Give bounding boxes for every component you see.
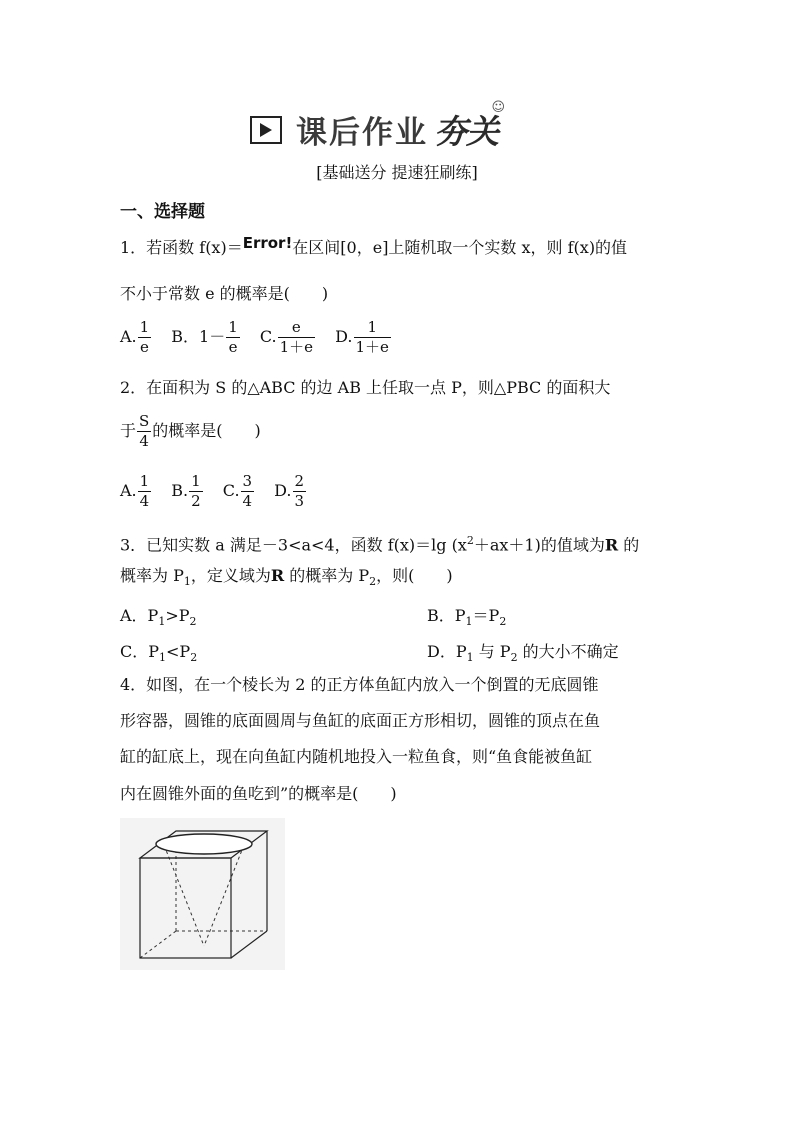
- question-4-line-2: 形容器，圆锥的底面圆周与鱼缸的底面正方形相切，圆锥的顶点在鱼: [120, 711, 601, 730]
- option-b: B．1－ $\frac{1}{e}$: [171, 318, 238, 356]
- question-1-line-2: 不小于常数 e 的概率是( ): [120, 284, 329, 303]
- question-4-line-1: 4．如图，在一个棱长为 2 的正方体鱼缸内放入一个倒置的无底圆锥: [120, 675, 599, 694]
- question-4-line-4: 内在圆锥外面的鱼吃到”的概率是( ): [120, 784, 397, 803]
- cone-base-ellipse: [156, 834, 252, 854]
- option-a: A. $\frac{1}{4}$: [120, 472, 150, 510]
- page-title: 课后作业: [296, 115, 428, 151]
- page-subtitle: [基础送分 提速狂刷练]: [316, 163, 478, 182]
- error-placeholder: Error!: [242, 234, 293, 252]
- page-header: [250, 100, 504, 153]
- question-1-options: [120, 318, 392, 357]
- question-1-line-1: 1．若函数 f(x)＝Error!在区间[0，e]上随机取一个实数 x，则 f(x)的值: [120, 234, 628, 257]
- question-2-line-2: 于 $\frac{S}{4}$ 的概率是( ): [120, 412, 261, 450]
- question-3-option-a: A．$P_1>P_2$: [120, 606, 197, 629]
- option-c: C. $\frac{3}{4}$: [222, 472, 253, 510]
- question-3-line-1: 3．已知实数 a 满足－3<a<4，函数 f(x)＝lg $(x^2+ax+1)$的值域为R 的: [120, 534, 640, 555]
- question-3-option-c: C．$P_1<P_2$: [120, 642, 198, 665]
- option-c: C. $\frac{e}{1+e}$: [259, 318, 314, 356]
- option-d: D. $\frac{1}{1+e}$: [335, 318, 389, 356]
- question-3-line-2: 概率为 $P_1$，定义域为R 的概率为 $P_2$，则( ): [120, 566, 453, 589]
- question-2-line-1: 2．在面积为 S 的△ABC 的边 AB 上任取一点 P，则△PBC 的面积大: [120, 378, 611, 397]
- question-3-option-b: B．$P_1=P_2$: [427, 606, 507, 629]
- play-icon: [250, 116, 282, 144]
- question-3-option-d: D．$P_1$ 与 $P_2$ 的大小不确定: [427, 642, 619, 665]
- option-d: D. $\frac{2}{3}$: [274, 472, 305, 510]
- section-heading: 一、选择题: [120, 202, 205, 222]
- question-2-options: [120, 472, 307, 511]
- option-a: A. $\frac{1}{e}$: [120, 318, 150, 356]
- brand-logo: 夯关 ☺: [434, 100, 504, 151]
- question-4-line-3: 缸的缸底上，现在向鱼缸内随机地投入一粒鱼食，则“鱼食能被鱼缸: [120, 747, 593, 766]
- option-b: B. $\frac{1}{2}$: [171, 472, 201, 510]
- brand-seal-icon: ☺: [491, 100, 504, 115]
- cube-cone-figure: [120, 818, 285, 970]
